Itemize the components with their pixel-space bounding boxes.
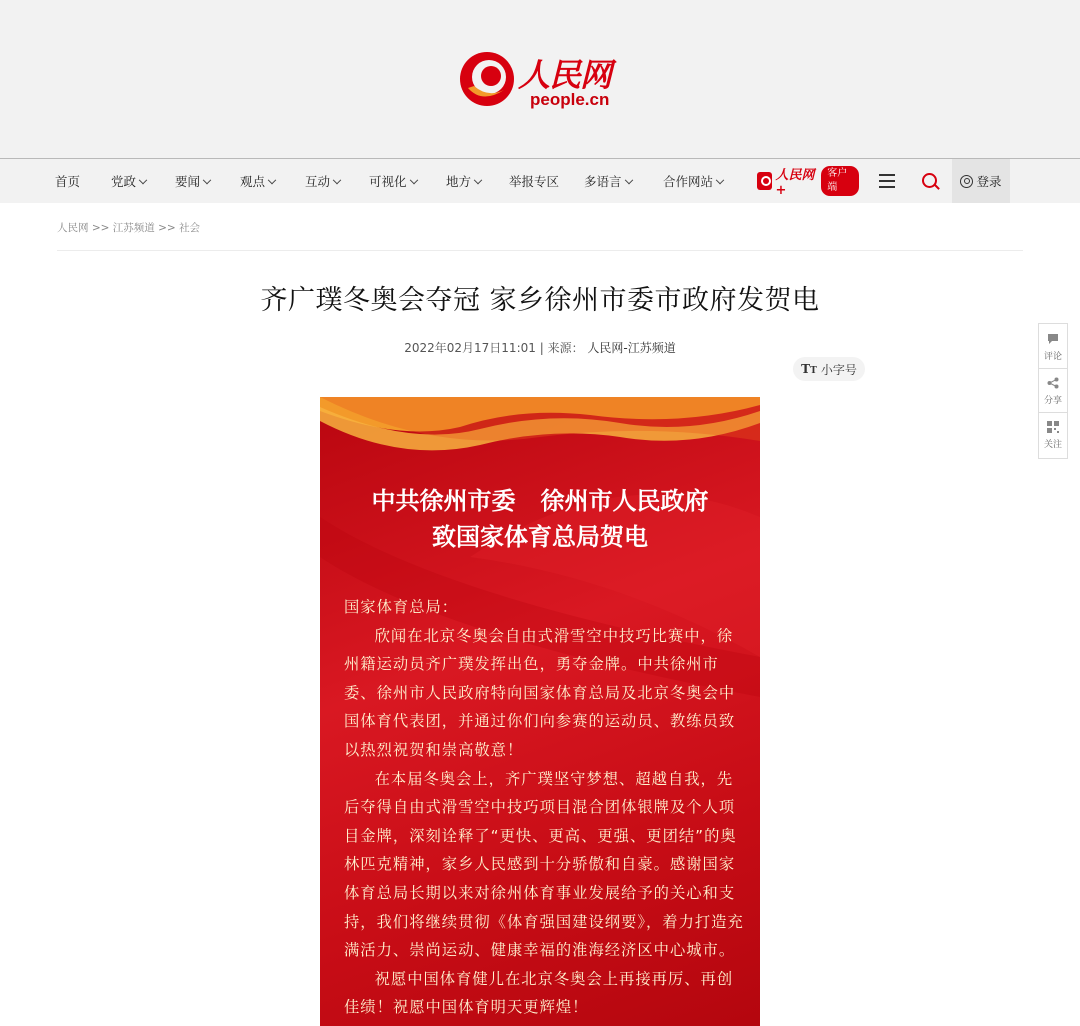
share-button[interactable]: 分享: [1039, 368, 1067, 413]
site-header: [0, 0, 1080, 158]
nav-local[interactable]: 地方: [446, 159, 481, 203]
app-name: 人民网+: [775, 168, 815, 198]
congratulation-poster: [320, 397, 760, 1026]
publish-datetime: 2022年02月17日11:01: [404, 341, 536, 355]
nav-headlines[interactable]: 要闻: [175, 159, 210, 203]
nav-report-zone[interactable]: 举报专区: [509, 174, 560, 189]
share-icon: [1047, 377, 1059, 389]
breadcrumb-section[interactable]: 社会: [179, 222, 201, 234]
chevron-down-icon: [474, 176, 482, 184]
poster-paragraph: 欣闻在北京冬奥会自由式滑雪空中技巧比赛中，徐州籍运动员齐广璞发挥出色，勇夺金牌。中共徐州市委、徐州市人民政府特向国家体育总局及北京冬奥会中国体育代表团，并通过你们向参赛的运动员、教练员致以热烈祝贺和崇高敬意！: [344, 626, 736, 759]
font-size-toggle[interactable]: TT 小字号: [793, 357, 865, 381]
share-sidebar: [1038, 323, 1068, 459]
chevron-down-icon: [333, 176, 341, 184]
nav-home[interactable]: 首页: [55, 174, 81, 189]
source-link[interactable]: 人民网-江苏频道: [587, 341, 676, 355]
chevron-down-icon: [716, 176, 724, 184]
logo-text-cn: 人民网: [518, 56, 612, 94]
nav-visualization[interactable]: 可视化: [369, 159, 417, 203]
main-navbar: [0, 158, 1080, 203]
breadcrumb-channel[interactable]: 江苏频道: [112, 222, 155, 234]
app-badge: 客户端: [821, 166, 859, 196]
logo-text-en: people.cn: [530, 90, 610, 109]
comment-icon: [1047, 333, 1059, 345]
nav-opinion[interactable]: 观点: [240, 159, 275, 203]
chevron-down-icon: [139, 176, 147, 184]
nav-partner-sites[interactable]: 合作网站: [663, 159, 723, 203]
poster-body: [344, 593, 744, 1022]
app-logo-icon: [757, 172, 772, 190]
chevron-down-icon: [203, 176, 211, 184]
breadcrumb: [57, 220, 200, 235]
nav-interaction[interactable]: 互动: [305, 159, 340, 203]
search-icon[interactable]: [908, 159, 952, 203]
divider: [57, 250, 1023, 251]
user-icon: [960, 175, 973, 188]
breadcrumb-home[interactable]: 人民网: [57, 222, 89, 234]
text-size-icon: TT: [801, 362, 817, 376]
logo-emblem-icon: [458, 50, 516, 108]
poster-paragraph: 祝愿中国体育健儿在北京冬奥会上再接再厉、再创佳绩！祝愿中国体育明天更辉煌！: [344, 969, 734, 1017]
nav-party-gov[interactable]: 党政: [111, 159, 146, 203]
source-label: 来源：: [547, 341, 584, 355]
qr-code-icon: [1047, 421, 1059, 433]
people-cn-logo[interactable]: [458, 48, 628, 110]
follow-button[interactable]: 关注: [1039, 412, 1067, 456]
nav-languages[interactable]: 多语言: [584, 159, 632, 203]
chevron-down-icon: [409, 176, 417, 184]
article-meta: 2022年02月17日11:01 | 来源： 人民网-江苏频道: [404, 341, 676, 355]
chevron-down-icon: [268, 176, 276, 184]
poster-title: 中共徐州市委 徐州市人民政府 致国家体育总局贺电: [371, 487, 709, 551]
breadcrumb-separator: >>: [158, 222, 180, 234]
app-download-link[interactable]: [757, 168, 859, 198]
chevron-down-icon: [624, 176, 632, 184]
poster-paragraph: 在本届冬奥会上，齐广璞坚守梦想、超越自我，先后夺得自由式滑雪空中技巧项目混合团体银牌及个人项目金牌，深刻诠释了“更快、更高、更强、更团结”的奥林匹克精神，家乡人民感到十分骄傲和自豪。感谢国家体育总局长期以来对徐州体育事业发展给予的关心和支持，我们将继续贯彻《体育强国建设纲要》，着力打造充满活力、崇尚运动、健康幸福的淮海经济区中心城市。: [344, 769, 744, 960]
comment-button[interactable]: 评论: [1039, 324, 1067, 369]
hamburger-icon[interactable]: [865, 159, 909, 203]
login-button[interactable]: 登录: [952, 159, 1010, 203]
poster-salutation: 国家体育总局：: [344, 598, 459, 616]
article-title: 齐广璞冬奥会夺冠 家乡徐州市委市政府发贺电: [260, 285, 820, 316]
breadcrumb-separator: >>: [91, 222, 113, 234]
